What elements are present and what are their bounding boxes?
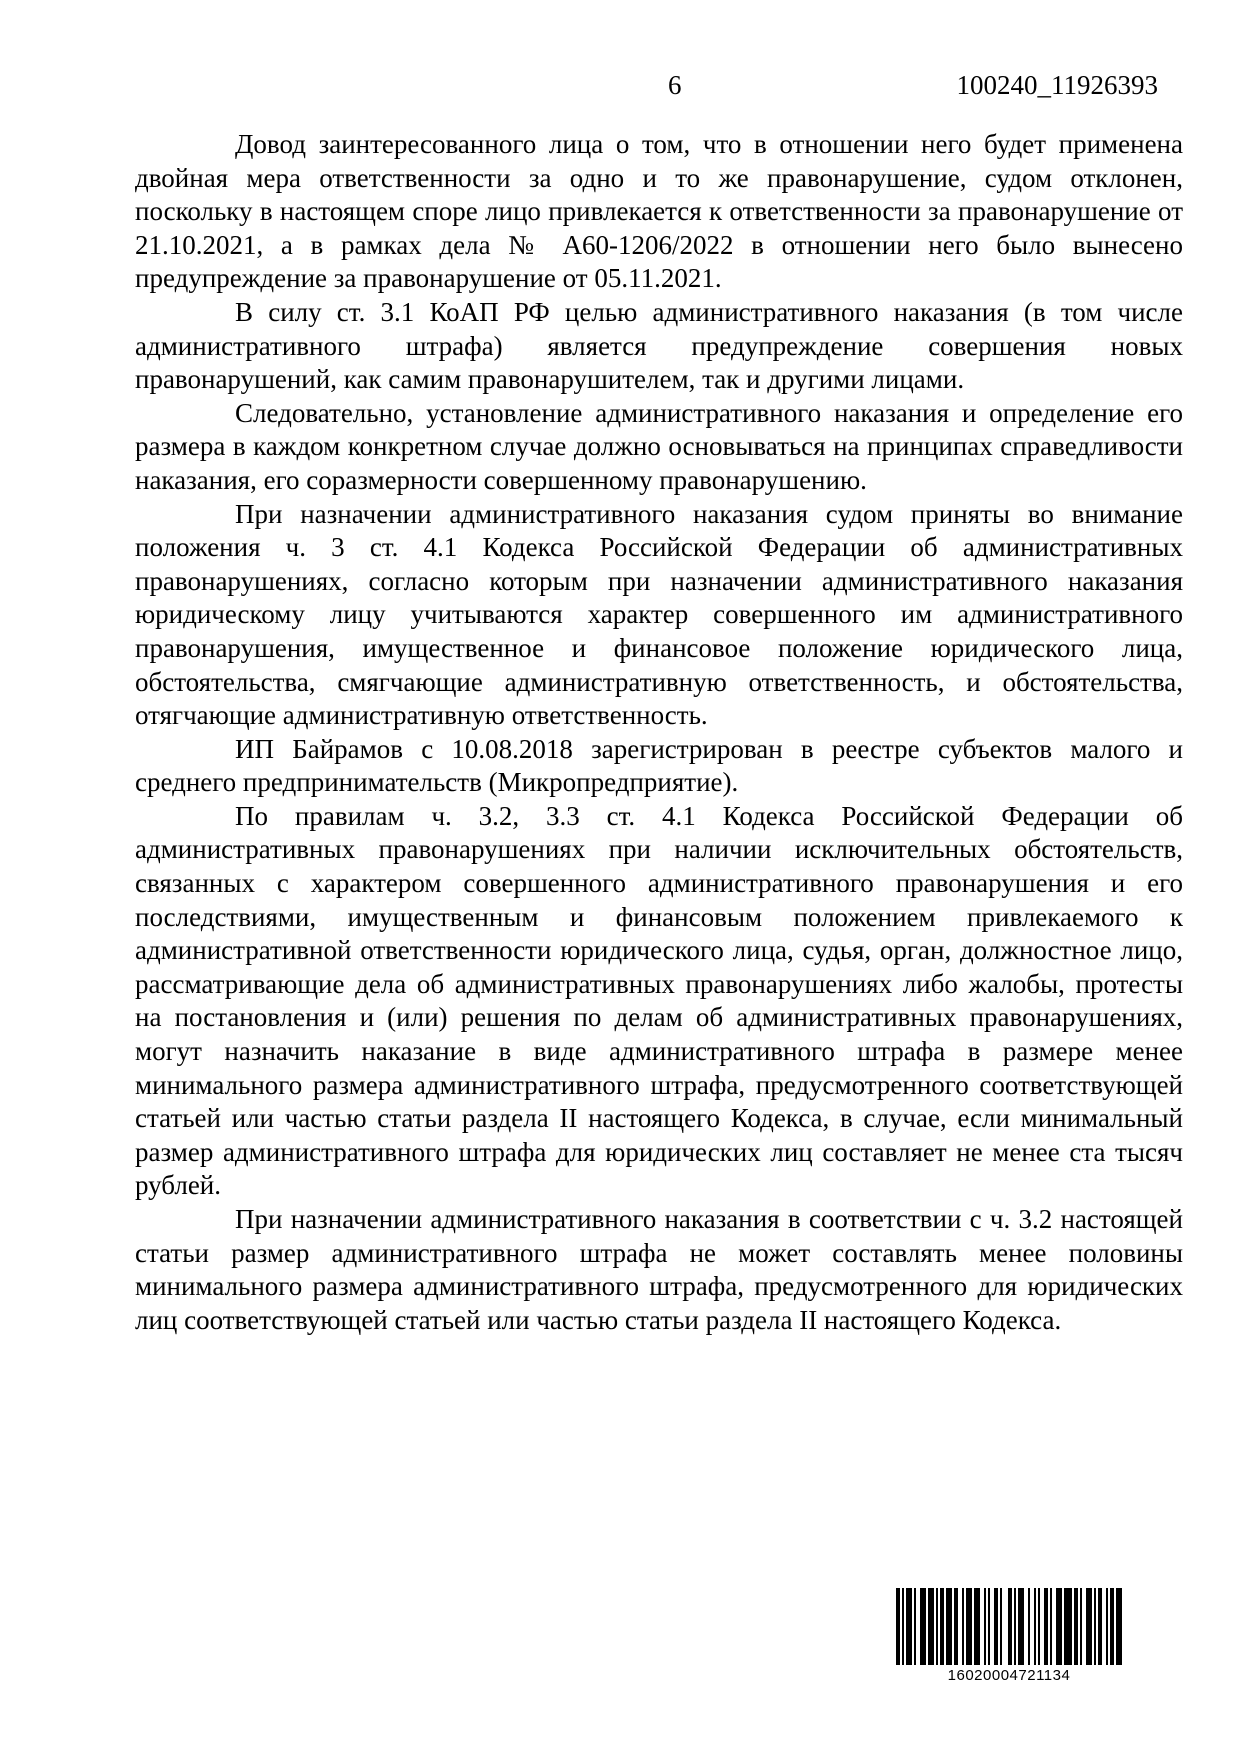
barcode-bar [1116,1588,1122,1665]
paragraph-4: При назначении административного наказания судом приняты во внимание положения ч. 3 ст. 4.1 Кодекса Российской Федерации об административных правонарушениях, согласно которым при назначении административного наказания юридическому лицу учитываются характер совершенного им административного правонарушения, имущественное и финансовое положение юридического лица, обстоятельства, смягчающие административную ответственность, и обстоятельства, отягчающие административную ответственность. [135,498,1183,731]
document-body [135,128,1183,1337]
paragraph-5: ИП Байрамов с 10.08.2018 зарегистрирован в реестре субъектов малого и среднего предпринимательств (Микропредприятие). [135,733,1183,798]
page-number: 6 [668,70,682,100]
paragraph-1: Довод заинтересованного лица о том, что в отношении него будет применена двойная мера ответственности за одно и то же правонарушение, судом отклонен, поскольку в настоящем споре лицо привлекается к ответственности за правонарушение от 21.10.2021, а в рамках дела № А60-1206/2022 в отношении него было вынесено предупреждение за правонарушение от 05.11.2021. [135,129,1183,294]
barcode-bars [896,1588,1122,1665]
paragraph-2: В силу ст. 3.1 КоАП РФ целью административного наказания (в том числе административного штрафа) является предупреждение совершения новых правонарушений, как самим правонарушителем, так и другими лицами. [135,296,1183,395]
barcode-number: 16020004721134 [947,1667,1071,1684]
paragraph-7: При назначении административного наказания в соответствии с ч. 3.2 настоящей статьи размер административного штрафа не может составлять менее половины минимального размера административного штрафа, предусмотренного для юридических лиц соответствующей статьей или частью статьи раздела II настоящего Кодекса. [135,1204,1183,1335]
barcode [896,1588,1122,1684]
document-id: 100240_11926393 [956,70,1158,100]
paragraph-3: Следовательно, установление административного наказания и определение его размера в каждом конкретном случае должно основываться на принципах справедливости наказания, его соразмерности совершенному правонарушению. [135,397,1183,495]
paragraph-6: По правилам ч. 3.2, 3.3 ст. 4.1 Кодекса Российской Федерации об административных правонарушениях при наличии исключительных обстоятельств, связанных с характером совершенного административного правонарушения и его последствиями, имущественным и финансовым положением привлекаемого к административной ответственности юридического лица, судья, орган, должностное лицо, рассматривающие дела об административных правонарушениях либо жалобы, протесты на постановления и (или) решения по делам об административных правонарушениях, могут назначить наказание в виде административного штрафа в размере менее минимального размера административного штрафа, предусмотренного соответствующей статьей или частью статьи раздела II настоящего Кодекса, в случае, если минимальный размер административного штрафа для юридических лиц составляет не менее ста тысяч рублей. [135,800,1183,1201]
barcode-bar [1064,1588,1072,1665]
